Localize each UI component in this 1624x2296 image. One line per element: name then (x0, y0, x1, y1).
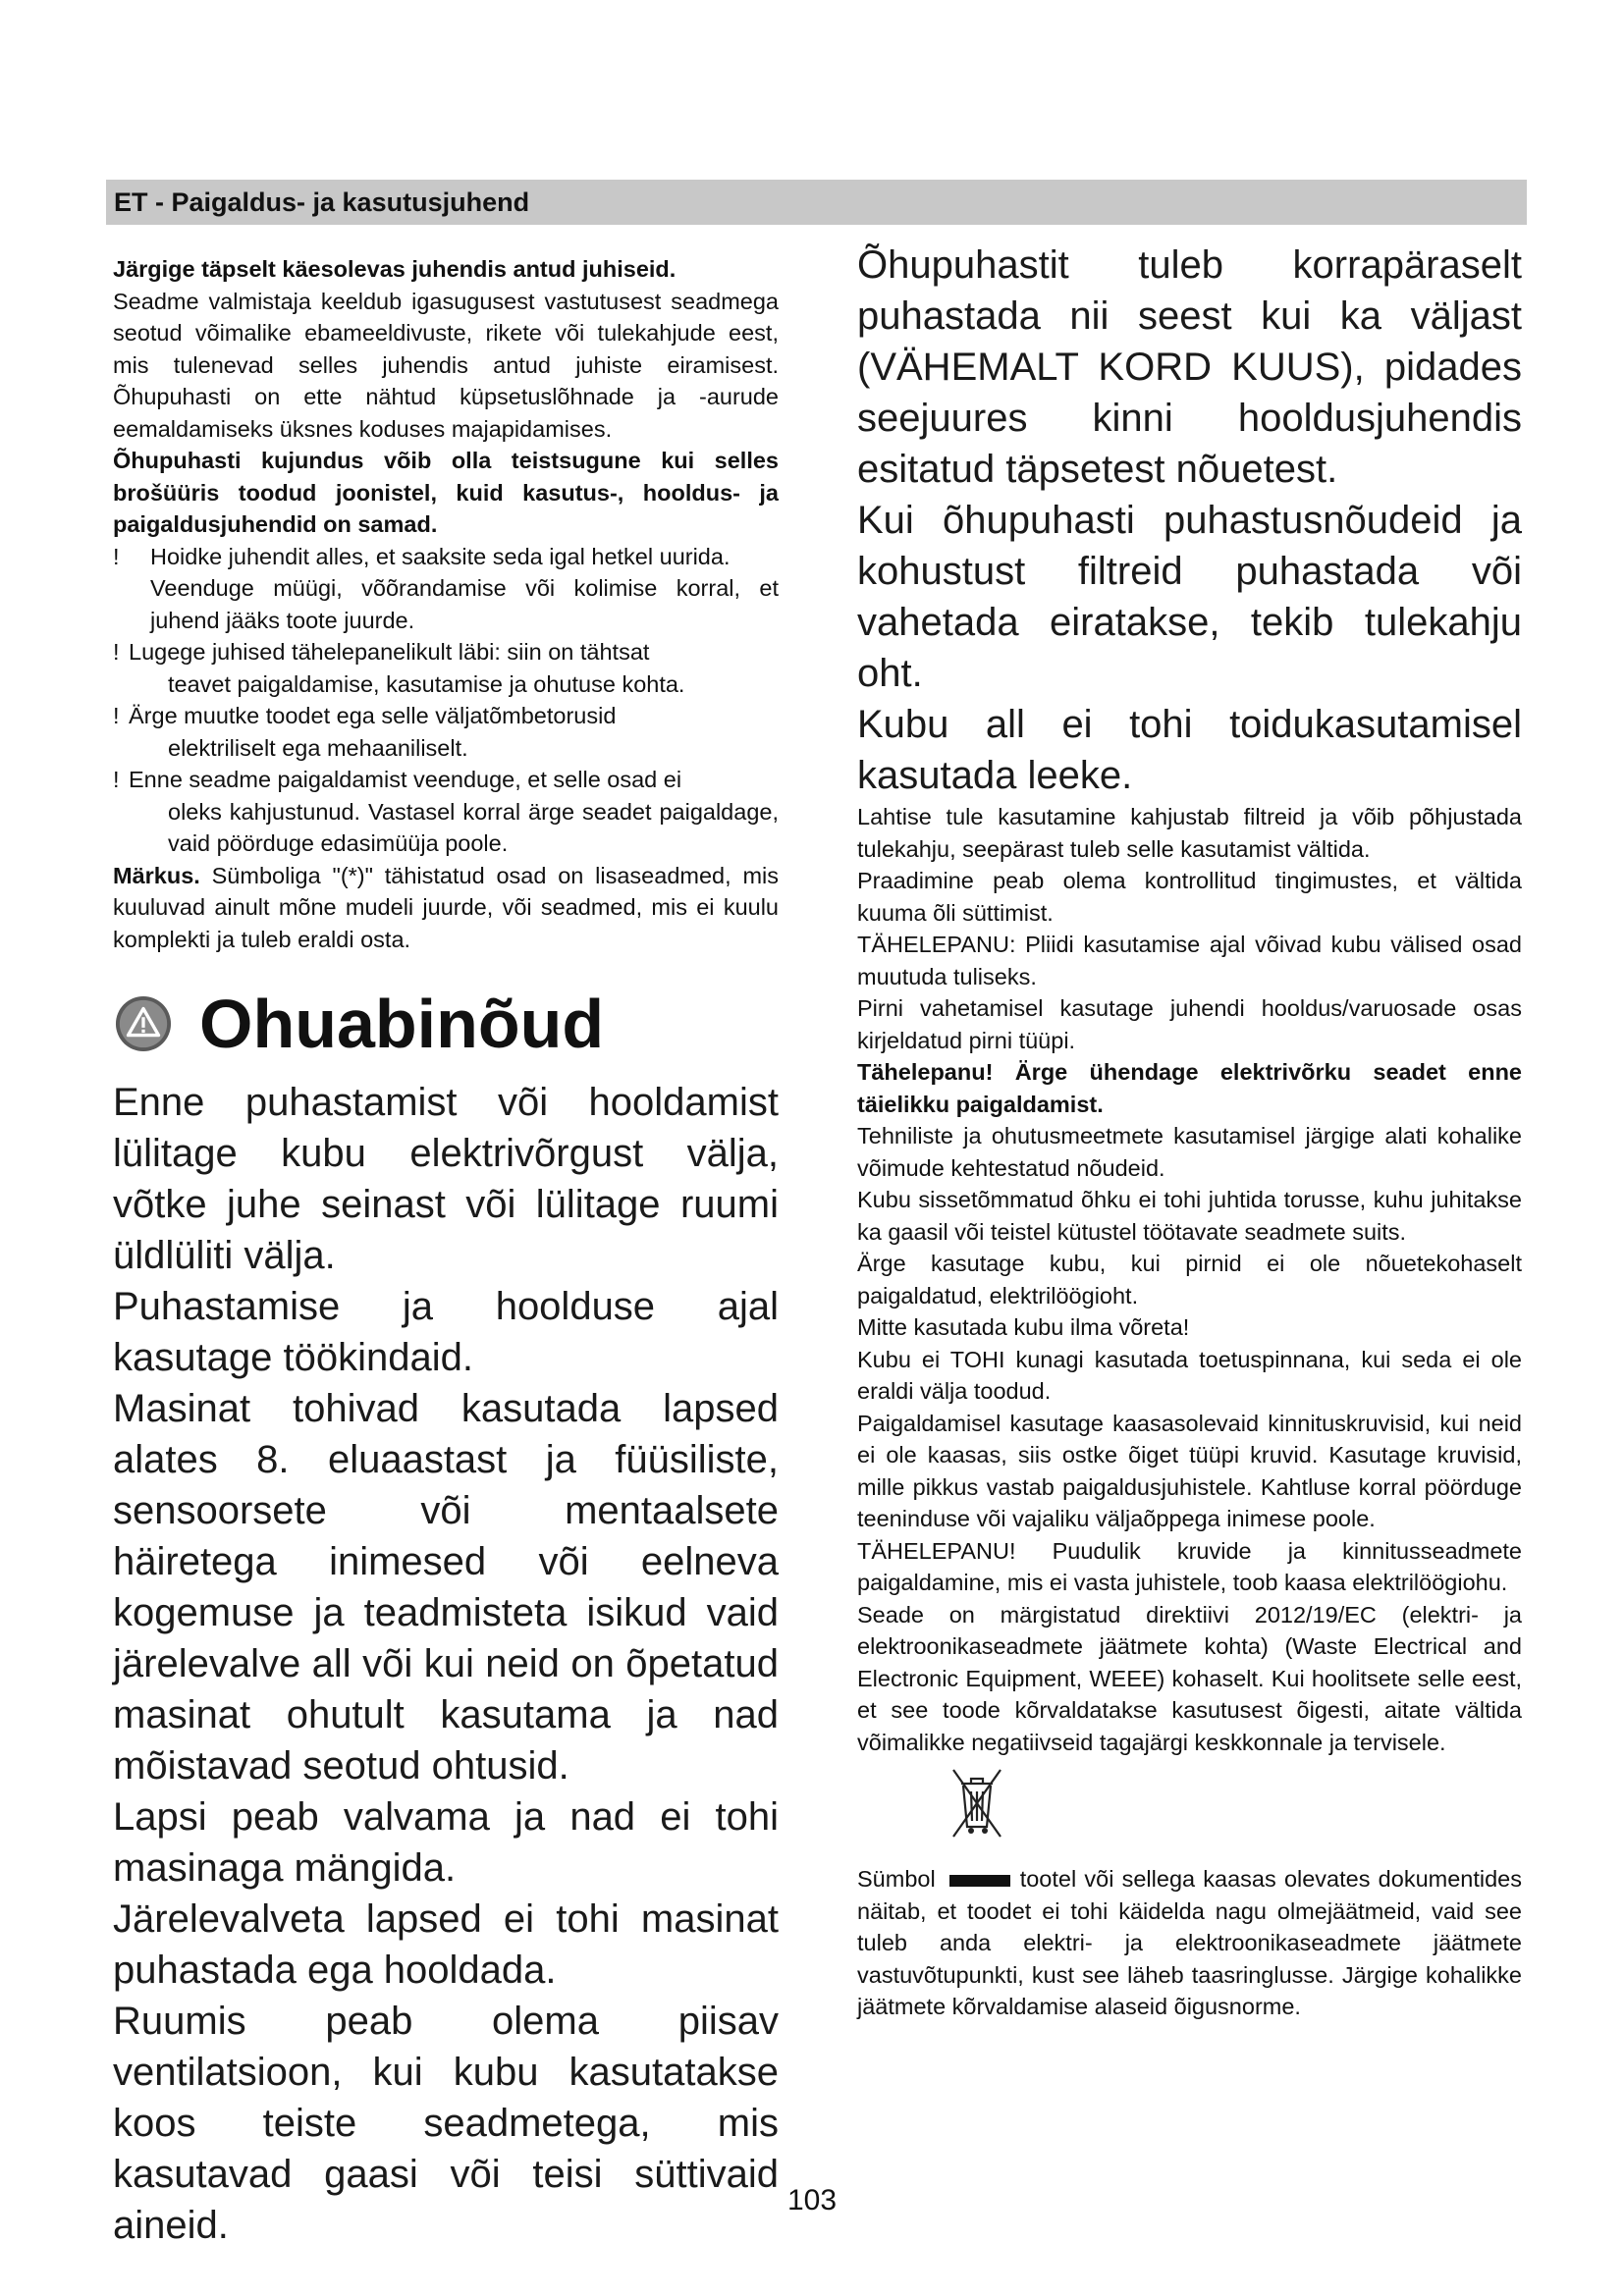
black-bar-icon (949, 1875, 1010, 1887)
safety-paragraph: Kui õhupuhasti puhastusnõudeid ja kohustust filtreid puhastada või vahetada eiratakse, tekib tulekahju oht. (857, 499, 1522, 695)
safety-paragraph: Ruumis peab olema piisav ventilatsioon, kui kubu kasutatakse koos teiste seadmetega, mis kasutavad gaasi või teisi süttivaid aineid. (113, 2000, 779, 2247)
exclamation-mark: ! (113, 543, 120, 569)
bold-warning: Tähelepanu! Ärge ühendage elektrivõrku seadet enne täielikku paigaldamist. (857, 1059, 1522, 1117)
text-paragraph: Mitte kasutada kubu ilma võreta! (857, 1314, 1190, 1340)
header-title: ET - Paigaldus- ja kasutusjuhend (114, 187, 530, 217)
crossed-bin-icon (947, 1764, 1006, 1844)
symbol-paragraph (857, 1863, 1522, 2023)
text-paragraph: Kubu ei TOHI kunagi kasutada toetuspinnana, kui seda ei ole eraldi välja toodud. (857, 1346, 1522, 1404)
right-column (857, 240, 1522, 2023)
bullet-item (113, 541, 779, 637)
bullet-text: Hoidke juhendit alles, et saaksite seda igal hetkel uurida. (150, 543, 731, 569)
safety-paragraph: Lapsi peab valvama ja nad ei tohi masinaga mängida. (113, 1795, 779, 1890)
bullet-text-continued: teavet paigaldamise, kasutamise ja ohutuse kohta. (168, 670, 685, 697)
note-text: Sümboliga "(*)" tähistatud osad on lisaseadmed, mis kuuluvad ainult mõne mudeli juurde, või seadmed, mis ei kuulu komplekti ja tuleb eraldi osta. (113, 862, 779, 952)
safety-paragraph: Puhastamise ja hoolduse ajal kasutage töökindaid. (113, 1285, 779, 1379)
section-title: Ohuabinõud (199, 986, 605, 1062)
symbol-label: Sümbol (857, 1866, 936, 1892)
safety-paragraph: Õhupuhastit tuleb korrapäraselt puhastada nii seest kui ka väljast (VÄHEMALT KORD KUUS), pidades seejuures kinni hooldusjuhendis esitatud täpsetest nõuetest. (857, 243, 1522, 491)
bullet-text: Ärge muutke toodet ega selle väljatõmbetorusid (129, 703, 617, 728)
text-paragraph: Kubu sissetõmmatud õhku ei tohi juhtida torusse, kuhu juhitakse ka gaasil või teistel kütustel töötavate seadmete suits. (857, 1187, 1522, 1245)
symbol-text: tootel või sellega kaasas olevates dokumentides näitab, et toodet ei tohi käidelda nagu olmejäätmeid, vaid see tuleb anda elektri- ja elektroonikaseadmete jäätmete vastuvõtupunkti, kust see läheb taasringlusse. Järgige kohalikke jäätmete kõrvaldamise alaseid õigusnorme. (857, 1866, 1522, 2019)
safety-paragraph: Masinat tohivad kasutada lapsed alates 8. eluaastast ja füüsiliste, sensoorsete või mentaalsete häiretega inimesed või eelneva kogemuse ja teadmisteta isikud vaid järelevalve all või kui neid on õpetatud masinat ohutult kasutama ja nad mõistavad seotud ohtusid. (113, 1387, 779, 1788)
bullet-text: Enne seadme paigaldamist veenduge, et selle osad ei (129, 767, 682, 792)
left-column (113, 253, 779, 2251)
exclamation-mark: ! (113, 767, 120, 792)
bullet-item (113, 764, 779, 860)
safety-paragraph: Järelevalveta lapsed ei tohi masinat puhastada ega hooldada. (113, 1897, 779, 1992)
text-paragraph: TÄHELEPANU: Pliidi kasutamise ajal võivad kubu välised osad muutuda tuliseks. (857, 932, 1522, 989)
intro-paragraph: Seadme valmistaja keeldub igasugusest vastutusest seadmega seotud võimalike ebameeldivuste, rikete või tulekahjude eest, mis tulenevad selles juhendis antud juhiste eiramisest. Õhupuhasti on ette nähtud küpsetuslõhnade ja -aurude eemaldamiseks üksnes koduses majapidamises. (113, 288, 779, 442)
header-bar (106, 180, 1527, 225)
page-number: 103 (786, 2184, 838, 2216)
bullet-item (113, 636, 779, 700)
design-note: Õhupuhasti kujundus võib olla teistsugune kui selles brošüüris toodud joonistel, kuid kasutus-, hooldus- ja paigaldusjuhendid on samad. (113, 448, 779, 537)
note-label: Märkus. (113, 862, 200, 888)
text-paragraph: Tehniliste ja ohutusmeetmete kasutamisel järgige alati kohalike võimude kehtestatud nõudeid. (857, 1123, 1522, 1181)
bullet-text-continued: Veenduge müügi, võõrandamise või kolimise korral, et juhend jääks toote juurde. (150, 575, 779, 633)
text-paragraph: Lahtise tule kasutamine kahjustab filtreid ja võib põhjustada tulekahju, seepärast tuleb selle kasutamist vältida. (857, 804, 1522, 862)
bullet-item (113, 700, 779, 764)
safety-paragraph: Enne puhastamist või hooldamist lülitage kubu elektrivõrgust välja, võtke juhe seinast või lülitage ruumi üldlüliti välja. (113, 1081, 779, 1277)
section-header (113, 985, 779, 1063)
bullet-text-continued: elektriliselt ega mehaaniliselt. (168, 734, 468, 761)
intro-bold: Järgige täpselt käesolevas juhendis antud juhiseid. (113, 256, 677, 282)
warning-icon (115, 995, 172, 1052)
text-paragraph: Paigaldamisel kasutage kaasasolevaid kinnituskruvisid, kui neid ei ole kaasas, siis ostke õiget tüüpi kruvid. Kasutage kruvisid, mille pikkus vastab paigaldusjuhistele. Kahtluse korral pöörduge teeninduse või vajaliku väljaõppega inimese poole. (857, 1410, 1522, 1531)
bullet-text: Lugege juhised tähelepanelikult läbi: siin on tähtsat (129, 639, 650, 665)
note-paragraph (113, 860, 779, 956)
text-paragraph: Praadimine peab olema kontrollitud tingimustes, et vältida kuuma õli süttimist. (857, 868, 1522, 926)
exclamation-mark: ! (113, 639, 120, 665)
text-paragraph: Pirni vahetamisel kasutage juhendi hooldus/varuosade osas kirjeldatud pirni tüüpi. (857, 995, 1522, 1053)
safety-paragraph: Kubu all ei tohi toidukasutamisel kasutada leeke. (857, 703, 1522, 797)
bullet-text-continued: oleks kahjustunud. Vastasel korral ärge seadet paigaldage, vaid pöörduge edasimüüja poole. (168, 798, 779, 856)
exclamation-mark: ! (113, 703, 120, 728)
text-paragraph: Ärge kasutage kubu, kui pirnid ei ole nõuetekohaselt paigaldatud, elektrilöögioht. (857, 1251, 1522, 1308)
text-paragraph: TÄHELEPANU! Puudulik kruvide ja kinnitusseadmete paigaldamine, mis ei vasta juhistele, toob kaasa elektrilöögiohu. (857, 1537, 1522, 1595)
weee-paragraph: Seade on märgistatud direktiivi 2012/19/EC (elektri- ja elektroonikaseadmete jäätmete kohta) (Waste Electrical and Electronic Equipment, WEEE) kohaselt. Kui hoolitsete selle eest, et see toode kõrvaldatakse kasutusest õigesti, aitate vältida võimalikke negatiivseid tagajärgi keskkonnale ja tervisele. (857, 1601, 1522, 1755)
